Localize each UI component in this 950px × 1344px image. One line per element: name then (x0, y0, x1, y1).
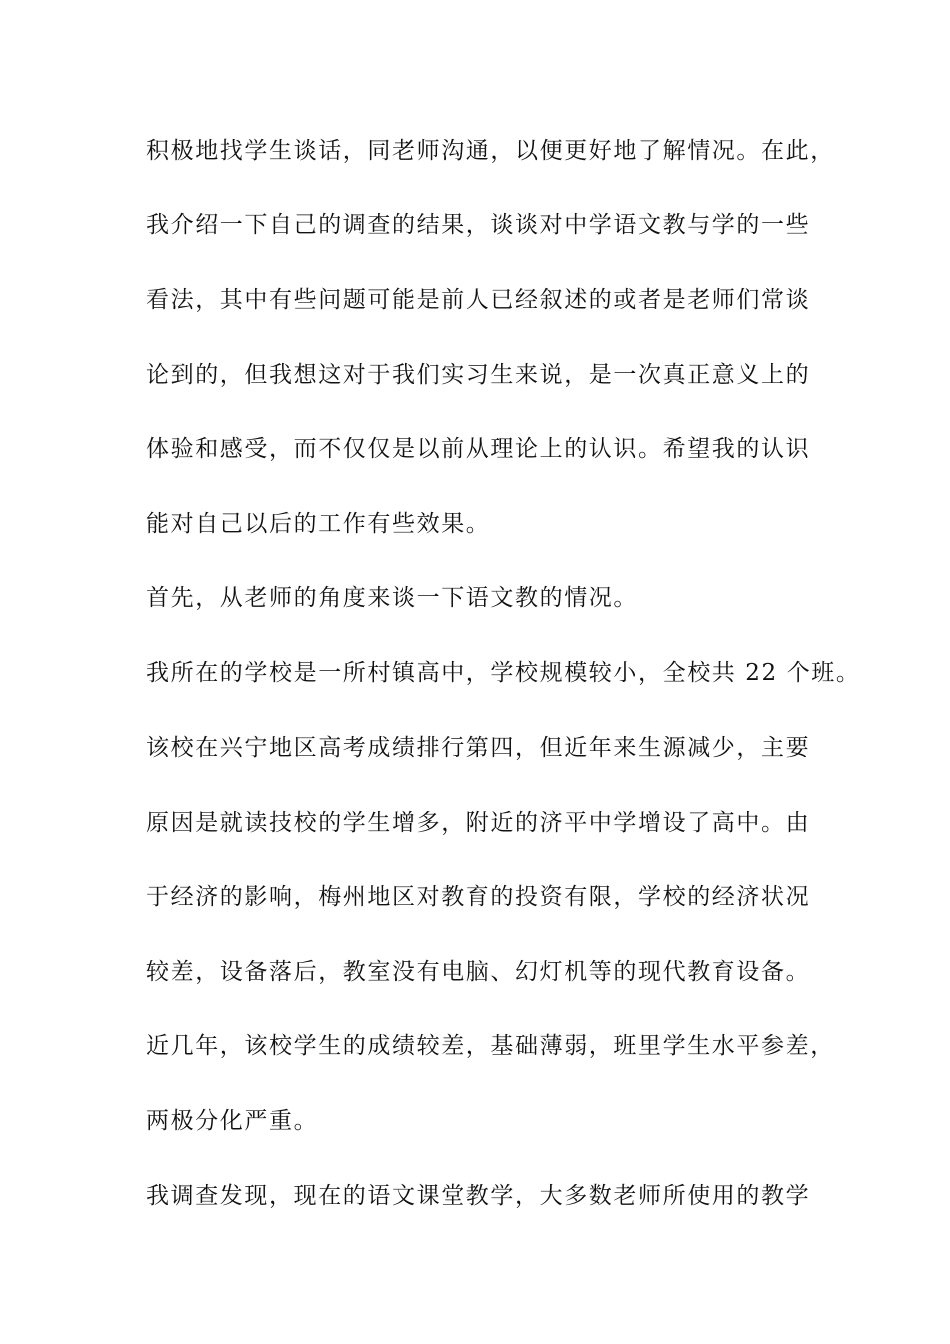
text-line: 于经济的影响，梅州地区对教育的投资有限，学校的经济状况 (146, 884, 811, 910)
text-line: 体验和感受，而不仅仅是以前从理论上的认识。希望我的认识 (146, 436, 811, 462)
text-line: 近几年，该校学生的成绩较差，基础薄弱，班里学生水平参差， (146, 1033, 835, 1059)
text-line: 看法，其中有些问题可能是前人已经叙述的或者是老师们常谈 (146, 287, 811, 313)
text-line: 首先，从老师的角度来谈一下语文教的情况。 (146, 585, 638, 611)
text-line: 该校在兴宁地区高考成绩排行第四，但近年来生源减少，主要 (146, 735, 811, 761)
text-line: 积极地找学生谈话，同老师沟通，以便更好地了解情况。在此， (146, 138, 835, 164)
text-line: 我介绍一下自己的调查的结果，谈谈对中学语文教与学的一些 (146, 212, 811, 238)
text-line: 我调查发现，现在的语文课堂教学，大多数老师所使用的教学 (146, 1183, 811, 1209)
text-line: 论到的，但我想这对于我们实习生来说，是一次真正意义上的 (146, 362, 811, 388)
text-line: 较差，设备落后，教室没有电脑、幻灯机等的现代教育设备。 (146, 959, 811, 985)
text-line: 能对自己以后的工作有些效果。 (146, 511, 491, 537)
text-line: 两极分化严重。 (146, 1108, 319, 1134)
text-line: 我所在的学校是一所村镇高中，学校规模较小，全校共 22 个班。 (146, 660, 861, 686)
text-line: 原因是就读技校的学生增多，附近的济平中学增设了高中。由 (146, 810, 811, 836)
